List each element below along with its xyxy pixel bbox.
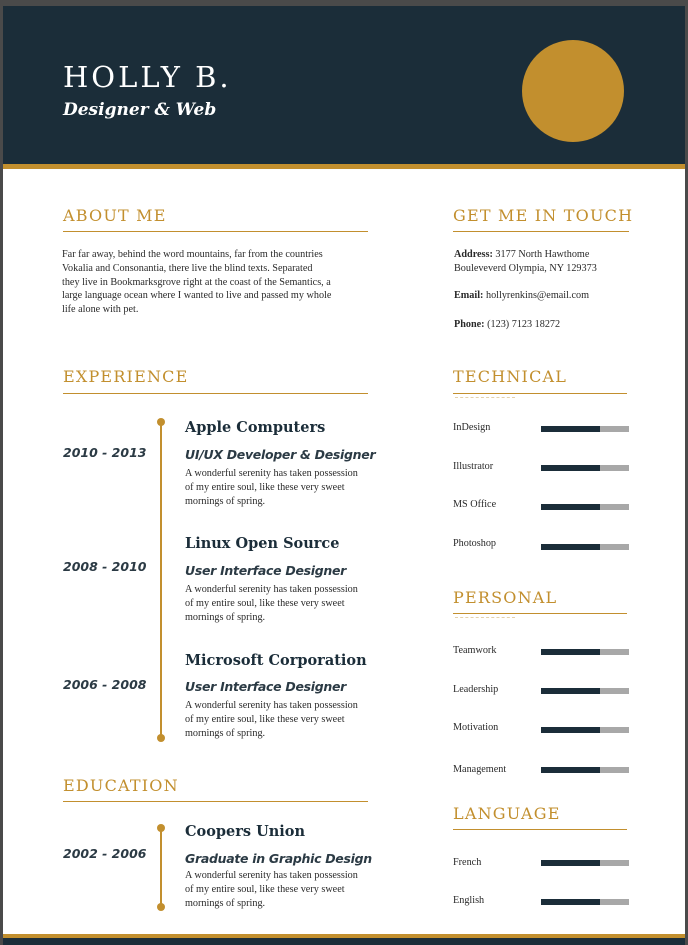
about-line: they live in Bookmarksgrove right at the coast of the Semantics, a (62, 276, 331, 288)
email-label: Email: (454, 290, 484, 301)
technical-decoration (455, 397, 515, 399)
experience-date: 2008 - 2010 (63, 559, 147, 574)
technical-title: TECHNICAL (453, 367, 568, 386)
skill-bar-fill (541, 899, 600, 905)
about-text (62, 248, 382, 317)
skill-label: French (453, 857, 482, 868)
person-name: HOLLY B. (63, 60, 232, 94)
about-line: Far far away, behind the word mountains, far from the countries (62, 249, 323, 260)
language-title: LANGUAGE (453, 804, 561, 823)
address-line-1: 3177 North Hawthome (495, 249, 590, 260)
experience-company: Microsoft Corporation (185, 652, 367, 669)
experience-position: User Interface Designer (185, 679, 347, 694)
description-line: A wonderful serenity has taken possession (185, 870, 358, 881)
education-title: EDUCATION (63, 776, 179, 795)
skill-bar-fill (541, 688, 600, 694)
profile-photo-circle (522, 40, 624, 142)
about-rule (63, 231, 368, 232)
about-line: life alone with pet. (62, 304, 139, 316)
description-line: of my entire soul, like these very sweet (185, 597, 345, 609)
description-line: mornings of spring. (185, 495, 266, 507)
skill-bar (541, 860, 629, 866)
phone-label: Phone: (454, 319, 485, 330)
skill-bar-fill (541, 767, 600, 773)
personal-rule (453, 613, 627, 614)
skill-bar (541, 727, 629, 733)
skill-label: Photoshop (453, 538, 497, 549)
experience-title: EXPERIENCE (63, 367, 189, 386)
experience-date: 2010 - 2013 (63, 445, 147, 460)
skill-bar (541, 465, 629, 471)
skill-bar-fill (541, 727, 600, 733)
skill-bar (541, 649, 629, 655)
experience-company: Linux Open Source (185, 535, 340, 552)
description-line: mornings of spring. (185, 897, 266, 909)
education-degree: Graduate in Graphic Design (185, 851, 372, 866)
experience-date: 2006 - 2008 (63, 677, 147, 692)
skill-bar (541, 504, 629, 510)
resume-page (3, 6, 685, 945)
timeline-dot (157, 734, 165, 742)
contact-address (454, 248, 597, 276)
education-rule (63, 801, 368, 802)
about-title: ABOUT ME (63, 206, 167, 225)
about-line: Vokalia and Consonantia, there live the blind texts. Separated (62, 262, 313, 274)
description-line: mornings of spring. (185, 611, 266, 623)
description-line: A wonderful serenity has taken possession (185, 584, 358, 595)
email-value[interactable]: hollyrenkins@email.com (485, 290, 590, 301)
skill-bar-fill (541, 649, 600, 655)
timeline-dot (157, 824, 165, 832)
timeline-dot (157, 418, 165, 426)
phone-value: (123) 7123 18272 (487, 319, 561, 330)
education-timeline (160, 828, 162, 908)
education-description (185, 869, 375, 910)
experience-company: Apple Computers (185, 419, 326, 436)
skill-bar (541, 688, 629, 694)
experience-description (185, 583, 375, 624)
description-line: mornings of spring. (185, 727, 266, 739)
person-role: Designer & Web (63, 100, 217, 120)
contact-phone (454, 318, 560, 332)
skill-bar-fill (541, 504, 600, 510)
footer-accent-line (3, 934, 685, 938)
description-line: of my entire soul, like these very sweet (185, 481, 345, 493)
skill-bar (541, 544, 629, 550)
skill-bar (541, 767, 629, 773)
timeline-dot (157, 903, 165, 911)
skill-label: English (453, 895, 485, 906)
contact-email (454, 289, 589, 303)
personal-decoration (455, 617, 515, 619)
contact-rule (453, 231, 629, 232)
skill-label: Leadership (453, 684, 499, 695)
description-line: A wonderful serenity has taken possession (185, 468, 358, 479)
experience-position: UI/UX Developer & Designer (185, 447, 376, 462)
skill-bar (541, 426, 629, 432)
skill-bar-fill (541, 465, 600, 471)
address-line-2: Bouleveverd Olympia, NY 129373 (454, 262, 597, 274)
skill-label: MS Office (453, 499, 497, 510)
skill-bar (541, 899, 629, 905)
skill-label: Motivation (453, 722, 499, 733)
experience-timeline (160, 422, 162, 738)
address-label: Address: (454, 249, 493, 260)
experience-rule (63, 393, 368, 394)
skill-bar-fill (541, 426, 600, 432)
skill-label: Illustrator (453, 461, 494, 472)
description-line: of my entire soul, like these very sweet (185, 713, 345, 725)
contact-title: GET ME IN TOUCH (453, 206, 634, 225)
skill-bar-fill (541, 860, 600, 866)
about-line: large language ocean where I wanted to live and passed my whole (62, 290, 332, 302)
experience-description (185, 467, 375, 508)
experience-description (185, 699, 375, 740)
skill-label: Teamwork (453, 645, 497, 656)
description-line: of my entire soul, like these very sweet (185, 883, 345, 895)
education-date: 2002 - 2006 (63, 846, 147, 861)
skill-label: Management (453, 764, 507, 775)
education-school: Coopers Union (185, 823, 306, 840)
header-accent-line (3, 164, 685, 169)
experience-position: User Interface Designer (185, 563, 347, 578)
personal-title: PERSONAL (453, 588, 558, 607)
skill-label: InDesign (453, 422, 491, 433)
skill-bar-fill (541, 544, 600, 550)
description-line: A wonderful serenity has taken possession (185, 700, 358, 711)
language-rule (453, 829, 627, 830)
technical-rule (453, 393, 627, 394)
